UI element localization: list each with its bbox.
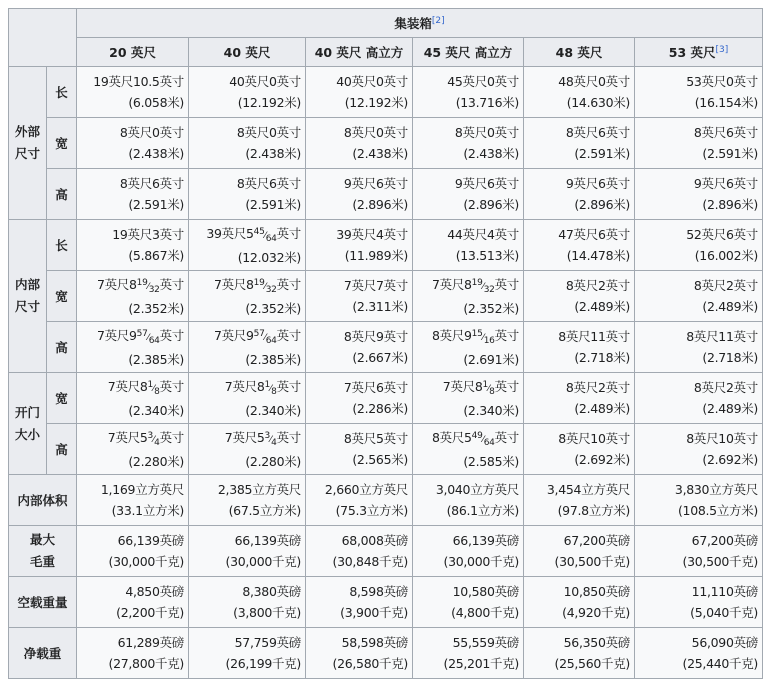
cell-metric: (86.1立方米) [446,503,519,518]
table-cell [413,577,524,628]
fraction: $^{57}⁄_{64}$ [136,328,160,346]
cell-metric: (25,201千克) [443,656,519,671]
cell-metric: (5.867米) [128,248,184,263]
cell-metric: (2.896米) [352,197,408,212]
table-cell [189,220,306,271]
cell-metric: (2.438米) [245,146,301,161]
cell-metric: (2.438米) [463,146,519,161]
table-cell [524,322,635,373]
group-label-empty-weight: 空载重量 [9,577,77,628]
cell-metric: (2.718米) [574,350,630,365]
cell-metric: (2.591米) [245,197,301,212]
cell-metric: (2.896米) [463,197,519,212]
fraction: $^1⁄_8$ [482,379,495,397]
cell-metric: (3,800千克) [233,605,301,620]
cell-metric: (2.385米) [245,351,301,367]
cell-imperial: 52英尺6英寸 [686,227,759,242]
table-cell [635,67,763,118]
group-label-max-gross: 最大 毛重 [9,526,77,577]
table-cell [524,424,635,475]
cell-imperial: 19英尺10.5英寸 [93,74,184,89]
row-net-load [9,628,763,679]
cell-metric: (30,000千克) [443,554,519,569]
cell-metric: (2.340米) [128,402,184,418]
table-cell [524,475,635,526]
cell-imperial: 7英尺$5^3⁄_4$英寸 [107,429,184,448]
table-cell [413,526,524,577]
fraction: $^{15}⁄_{16}$ [471,328,495,346]
cell-imperial: 45英尺0英寸 [447,74,519,89]
row-door-height [9,424,763,475]
cell-metric: (2.352米) [463,300,519,316]
container-spec-table [8,8,763,679]
table-cell [524,220,635,271]
row-ext-length [9,67,763,118]
table-cell [635,424,763,475]
cell-imperial: 9英尺6英寸 [693,176,759,191]
table-cell [77,118,189,169]
cell-metric: (97.8立方米) [557,503,630,518]
cell-metric: (2,200千克) [116,605,184,620]
table-cell [306,526,413,577]
cell-metric: (2.591米) [702,146,759,161]
group-header [77,9,763,38]
cell-imperial: 8,380英磅 [242,584,301,599]
cell-imperial: 66,139英磅 [117,533,184,548]
cell-imperial: 57,759英磅 [234,635,301,650]
table-cell [413,475,524,526]
cell-imperial: 10,850英磅 [563,584,630,599]
cell-imperial: 66,139英磅 [452,533,519,548]
cell-metric: (30,000千克) [108,554,184,569]
cell-imperial: 7英尺$8^1⁄_8$英寸 [442,378,519,397]
cell-metric: (30,500千克) [682,554,759,569]
cell-imperial: 10,580英磅 [452,584,519,599]
sub-label: 长 [47,67,77,118]
cell-imperial: 8英尺0英寸 [119,125,184,140]
cell-metric: (12.192米) [344,95,408,110]
group-label-door: 开门 大小 [9,373,47,475]
cell-metric: (2.352米) [128,300,184,316]
table-cell [77,577,189,628]
table-cell [306,169,413,220]
cell-imperial: 7英尺$8^1⁄_8$英寸 [107,378,184,397]
table-cell [635,118,763,169]
cell-metric: (16.154米) [694,95,759,110]
table-cell [306,373,413,424]
cell-metric: (3,900千克) [340,605,408,620]
column-header-label: 53 英尺 [668,45,716,60]
cell-imperial: 8英尺0英寸 [343,125,408,140]
cell-imperial: 7英尺$9^{57}⁄_{64}$英寸 [96,327,184,346]
sub-label: 高 [47,424,77,475]
cell-imperial: 9英尺6英寸 [565,176,630,191]
cell-imperial: 40英尺0英寸 [229,74,301,89]
cell-imperial: 7英尺7英寸 [343,278,408,293]
cell-metric: (2.896米) [702,197,759,212]
cell-metric: (2.489米) [574,299,630,314]
row-door-width [9,373,763,424]
cell-metric: (2.692米) [574,452,630,467]
table-cell [306,424,413,475]
column-header: 48 英尺 [524,38,635,67]
cell-metric: (13.716米) [455,95,519,110]
column-header: 45 英尺 高立方 [413,38,524,67]
cell-imperial: 7英尺$8^{19}⁄_{32}$英寸 [96,276,184,295]
cell-metric: (2.489米) [574,401,630,416]
header-row-1 [9,9,763,38]
cell-imperial: 8英尺2英寸 [693,278,759,293]
cell-imperial: 58,598英磅 [341,635,408,650]
table-cell [189,373,306,424]
cell-metric: (2.340米) [463,402,519,418]
group-label-volume: 内部体积 [9,475,77,526]
cell-imperial: 8英尺6英寸 [565,125,630,140]
table-cell [635,271,763,322]
table-cell [189,577,306,628]
table-cell [189,475,306,526]
table-cell [635,169,763,220]
cell-metric: (2.385米) [128,351,184,367]
cell-imperial: 8英尺2英寸 [565,380,630,395]
group-label-internal: 内部 尺寸 [9,220,47,373]
row-int-width [9,271,763,322]
table-cell [306,67,413,118]
fraction: $^1⁄_8$ [264,379,277,397]
table-cell [77,526,189,577]
cell-metric: (2.489米) [702,401,759,416]
table-cell [77,475,189,526]
cell-metric: (5,040千克) [690,605,759,620]
cell-metric: (67.5立方米) [228,503,301,518]
cell-imperial: 8英尺2英寸 [693,380,759,395]
table-cell [306,322,413,373]
table-cell [524,67,635,118]
group-title: 集装箱 [394,16,432,31]
table-cell [635,475,763,526]
row-int-length [9,220,763,271]
cell-imperial: 53英尺0英寸 [686,74,759,89]
table-cell [413,220,524,271]
fraction: $^{57}⁄_{64}$ [253,328,277,346]
cell-imperial: 4,850英磅 [125,584,184,599]
cell-imperial: 8英尺0英寸 [236,125,301,140]
cell-imperial: 7英尺$5^3⁄_4$英寸 [224,429,301,448]
table-cell [413,169,524,220]
cell-imperial: 7英尺$8^1⁄_8$英寸 [224,378,301,397]
cell-metric: (2.280米) [128,453,184,469]
table-cell [306,577,413,628]
table-cell [635,373,763,424]
cell-metric: (4,800千克) [451,605,519,620]
cell-metric: (30,500千克) [554,554,630,569]
cell-imperial: 8英尺2英寸 [565,278,630,293]
cell-metric: (2.591米) [574,146,630,161]
cell-imperial: 9英尺6英寸 [343,176,408,191]
group-label-net-load: 净载重 [9,628,77,679]
table-cell [413,271,524,322]
row-volume [9,475,763,526]
cell-imperial: 39英尺$5^{45}⁄_{64}$英寸 [206,225,301,244]
cell-imperial: 44英尺4英寸 [447,227,519,242]
sub-label: 高 [47,322,77,373]
cell-metric: (2.591米) [128,197,184,212]
cell-imperial: 8英尺$5^{49}⁄_{64}$英寸 [431,429,519,448]
table-cell [306,475,413,526]
table-cell [77,424,189,475]
cell-metric: (2.585米) [463,453,519,469]
table-cell [635,577,763,628]
cell-imperial: 8英尺10英寸 [558,431,630,446]
table-cell [635,628,763,679]
cell-metric: (2.489米) [702,299,759,314]
table-cell [189,322,306,373]
column-header [635,38,763,67]
table-cell [635,220,763,271]
cell-metric: (26,199千克) [225,656,301,671]
cell-imperial: 8英尺0英寸 [454,125,519,140]
cell-metric: (26,580千克) [332,656,408,671]
table-cell [413,373,524,424]
header-row-2 [9,38,763,67]
cell-imperial: 7英尺$9^{57}⁄_{64}$英寸 [213,327,301,346]
cell-imperial: 8英尺6英寸 [693,125,759,140]
cell-imperial: 8英尺9英寸 [343,329,408,344]
cell-imperial: 56,350英磅 [563,635,630,650]
sub-label: 宽 [47,118,77,169]
cell-metric: (13.513米) [455,248,519,263]
table-cell [524,118,635,169]
cell-imperial: 55,559英磅 [452,635,519,650]
cell-imperial: 7英尺$8^{19}⁄_{32}$英寸 [213,276,301,295]
table-cell [189,526,306,577]
cell-metric: (11.989米) [344,248,408,263]
cell-metric: (2.438米) [352,146,408,161]
cell-imperial: 2,385立方英尺 [217,482,301,497]
cell-metric: (2.438米) [128,146,184,161]
cell-metric: (2.280米) [245,453,301,469]
cell-imperial: 1,169立方英尺 [100,482,184,497]
cell-imperial: 67,200英磅 [691,533,759,548]
cell-metric: (2.340米) [245,402,301,418]
cell-imperial: 8英尺11英寸 [686,329,759,344]
table-cell [524,526,635,577]
fraction: $^{19}⁄_{32}$ [471,277,495,295]
cell-imperial: 61,289英磅 [117,635,184,650]
column-header: 20 英尺 [77,38,189,67]
reference-link[interactable]: [3] [715,44,729,55]
table-cell [306,118,413,169]
cell-metric: (25,560千克) [554,656,630,671]
sub-label: 宽 [47,271,77,322]
cell-imperial: 8英尺$9^{15}⁄_{16}$英寸 [431,327,519,346]
cell-metric: (14.630米) [566,95,630,110]
row-ext-width [9,118,763,169]
table-cell [77,271,189,322]
cell-imperial: 8,598英磅 [349,584,408,599]
sub-label: 宽 [47,373,77,424]
corner-cell [9,9,77,67]
cell-metric: (2.311米) [352,299,408,314]
cell-metric: (2.691米) [463,351,519,367]
cell-imperial: 19英尺3英寸 [112,227,184,242]
cell-imperial: 8英尺6英寸 [236,176,301,191]
cell-metric: (2.896米) [574,197,630,212]
cell-imperial: 47英尺6英寸 [558,227,630,242]
cell-metric: (2.286米) [352,401,408,416]
fraction: $^{49}⁄_{64}$ [471,430,495,448]
table-cell [77,220,189,271]
cell-metric: (12.192米) [237,95,301,110]
fraction: $^3⁄_4$ [147,430,160,448]
cell-metric: (2.667米) [352,350,408,365]
cell-metric: (2.718米) [702,350,759,365]
sub-label: 长 [47,220,77,271]
cell-metric: (16.002米) [694,248,759,263]
group-label-external: 外部 尺寸 [9,67,47,220]
cell-imperial: 8英尺11英寸 [558,329,630,344]
reference-link[interactable]: [2] [431,15,445,26]
table-cell [189,169,306,220]
table-cell [524,628,635,679]
cell-metric: (2.352米) [245,300,301,316]
cell-metric: (2.565米) [352,452,408,467]
table-cell [413,67,524,118]
row-empty-weight [9,577,763,628]
row-int-height [9,322,763,373]
cell-metric: (2.692米) [702,452,759,467]
cell-imperial: 2,660立方英尺 [324,482,408,497]
cell-imperial: 3,454立方英尺 [546,482,630,497]
cell-metric: (4,920千克) [562,605,630,620]
table-cell [413,424,524,475]
column-header: 40 英尺 高立方 [306,38,413,67]
table-cell [77,373,189,424]
column-header: 40 英尺 [189,38,306,67]
table-cell [524,577,635,628]
cell-metric: (30,000千克) [225,554,301,569]
table-cell [77,67,189,118]
table-cell [635,526,763,577]
cell-imperial: 56,090英磅 [691,635,759,650]
cell-metric: (108.5立方米) [677,503,759,518]
sub-label: 高 [47,169,77,220]
row-ext-height [9,169,763,220]
table-cell [524,373,635,424]
cell-metric: (27,800千克) [108,656,184,671]
fraction: $^1⁄_8$ [147,379,160,397]
cell-imperial: 67,200英磅 [563,533,630,548]
cell-metric: (75.3立方米) [335,503,408,518]
fraction: $^{19}⁄_{32}$ [136,277,160,295]
table-cell [524,271,635,322]
table-cell [306,220,413,271]
cell-imperial: 7英尺$8^{19}⁄_{32}$英寸 [431,276,519,295]
table-cell [189,628,306,679]
cell-imperial: 3,830立方英尺 [674,482,759,497]
cell-imperial: 8英尺5英寸 [343,431,408,446]
table-cell [524,169,635,220]
cell-imperial: 40英尺0英寸 [336,74,408,89]
table-cell [306,271,413,322]
row-max-gross [9,526,763,577]
table-cell [306,628,413,679]
fraction: $^{45}⁄_{64}$ [253,226,277,244]
table-cell [413,628,524,679]
table-cell [189,67,306,118]
cell-imperial: 66,139英磅 [234,533,301,548]
cell-metric: (12.032米) [237,249,301,265]
cell-imperial: 48英尺0英寸 [558,74,630,89]
cell-metric: (33.1立方米) [111,503,184,518]
table-cell [413,118,524,169]
cell-metric: (6.058米) [128,95,184,110]
cell-imperial: 11,110英磅 [691,584,759,599]
table-cell [635,322,763,373]
cell-metric: (25,440千克) [682,656,759,671]
table-cell [77,322,189,373]
cell-imperial: 39英尺4英寸 [336,227,408,242]
cell-metric: (14.478米) [566,248,630,263]
fraction: $^{19}⁄_{32}$ [253,277,277,295]
table-cell [77,169,189,220]
cell-imperial: 8英尺10英寸 [686,431,759,446]
cell-metric: (30,848千克) [332,554,408,569]
cell-imperial: 7英尺6英寸 [343,380,408,395]
table-cell [189,424,306,475]
table-cell [189,118,306,169]
fraction: $^3⁄_4$ [264,430,277,448]
table-cell [413,322,524,373]
table-cell [189,271,306,322]
cell-imperial: 3,040立方英尺 [435,482,519,497]
table-cell [77,628,189,679]
cell-imperial: 8英尺6英寸 [119,176,184,191]
cell-imperial: 9英尺6英寸 [454,176,519,191]
cell-imperial: 68,008英磅 [341,533,408,548]
